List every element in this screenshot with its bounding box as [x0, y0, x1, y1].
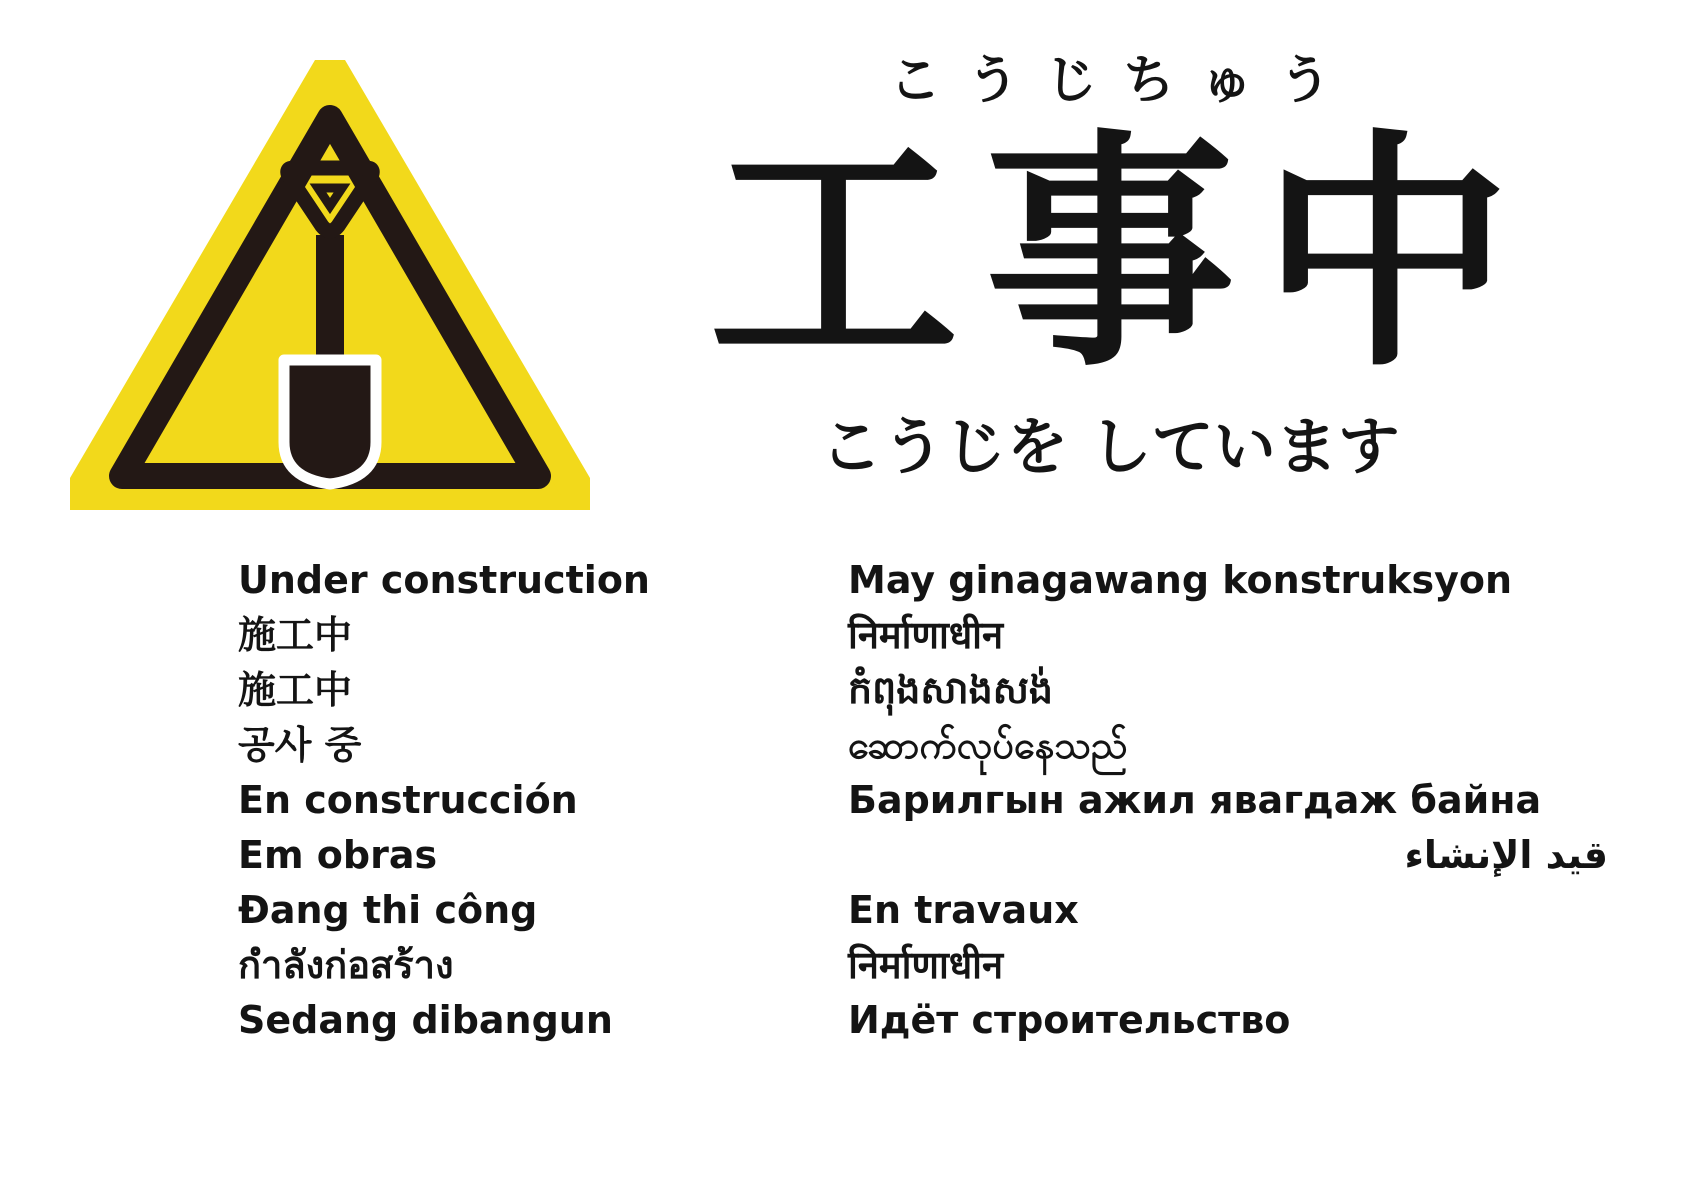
translation-item: निर्माणाधीन [848, 612, 1004, 657]
translation-item: 施工中 [238, 612, 353, 657]
headline-block [660, 51, 1560, 483]
translation-item: En travaux [848, 887, 1079, 932]
translation-item: ဆောက်လုပ်နေသည် [848, 722, 1128, 767]
translation-item: En construcción [238, 777, 578, 822]
translation-item: قيد الإنشاء [1404, 832, 1608, 877]
translations-right-column [848, 552, 1608, 1047]
construction-warning-triangle-icon [70, 60, 590, 510]
translation-item: 施工中 [238, 667, 353, 712]
translation-item: May ginagawang konstruksyon [848, 557, 1513, 602]
translation-item: निर्माणाधीन [848, 942, 1004, 987]
translations-section [0, 552, 1685, 1047]
translation-item: កំពុងសាងសង់ [848, 667, 1054, 712]
translation-item: Sedang dibangun [238, 997, 613, 1042]
translation-item: Under construction [238, 557, 650, 602]
translation-item: Барилгын ажил явагдаж байна [848, 777, 1542, 822]
translation-item: Em obras [238, 832, 438, 877]
translation-item: Đang thi công [238, 887, 538, 932]
translations-left-column [238, 552, 798, 1047]
headline-subline: こうじを しています [820, 409, 1400, 483]
translation-item: 공사 중 [238, 722, 362, 767]
headline-furigana: こうじちゅう [888, 51, 1357, 111]
sign-header [0, 0, 1685, 560]
translation-item: กำลังก่อสร้าง [238, 942, 454, 987]
headline-kanji: 工事中 [709, 109, 1537, 400]
translation-item: Идёт строительство [848, 997, 1291, 1042]
